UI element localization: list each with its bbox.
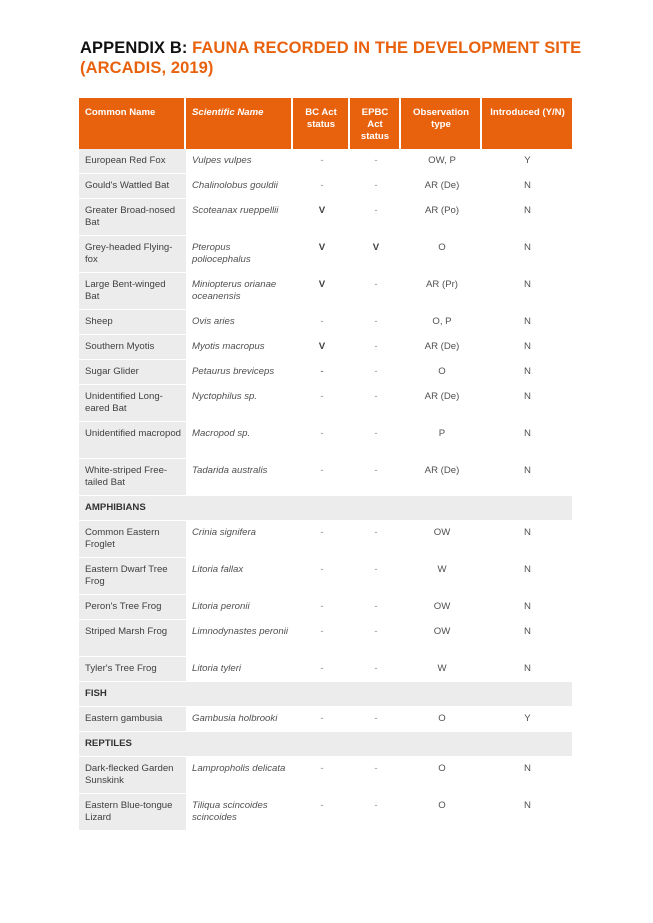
cell-scientific-name: Nyctophilus sp.	[186, 385, 293, 422]
cell-epbc-status: -	[350, 707, 401, 732]
cell-observation-type: OW	[401, 620, 482, 657]
cell-epbc-status: -	[350, 335, 401, 360]
cell-bc-status: V	[293, 335, 350, 360]
cell-epbc-status: -	[350, 794, 401, 831]
cell-scientific-name: Tiliqua scincoides scincoides	[186, 794, 293, 831]
cell-bc-status: -	[293, 757, 350, 794]
cell-common-name: Sheep	[79, 310, 186, 335]
cell-observation-type: O	[401, 757, 482, 794]
cell-scientific-name: Macropod sp.	[186, 422, 293, 459]
cell-bc-status: -	[293, 707, 350, 732]
table-row	[79, 149, 572, 174]
cell-scientific-name: Petaurus breviceps	[186, 360, 293, 385]
table-row	[79, 558, 572, 595]
cell-observation-type: AR (Po)	[401, 199, 482, 236]
cell-observation-type: AR (De)	[401, 459, 482, 496]
cell-introduced: N	[482, 459, 572, 496]
cell-common-name: Unidentified macropod	[79, 422, 186, 459]
cell-observation-type: AR (De)	[401, 335, 482, 360]
cell-epbc-status: -	[350, 620, 401, 657]
cell-bc-status: -	[293, 620, 350, 657]
section-heading: AMPHIBIANS	[79, 496, 572, 521]
cell-scientific-name: Tadarida australis	[186, 459, 293, 496]
cell-scientific-name: Myotis macropus	[186, 335, 293, 360]
cell-scientific-name: Scoteanax rueppellii	[186, 199, 293, 236]
cell-scientific-name: Litoria peronii	[186, 595, 293, 620]
cell-scientific-name: Miniopterus orianae oceanensis	[186, 273, 293, 310]
column-header-epbc-act: EPBC Act status	[350, 98, 401, 149]
cell-observation-type: O, P	[401, 310, 482, 335]
table-row	[79, 360, 572, 385]
cell-bc-status: -	[293, 174, 350, 199]
table-row	[79, 310, 572, 335]
cell-common-name: Grey-headed Flying-fox	[79, 236, 186, 273]
cell-observation-type: AR (De)	[401, 385, 482, 422]
table-body	[79, 149, 572, 831]
section-heading-row	[79, 732, 572, 757]
cell-introduced: N	[482, 310, 572, 335]
cell-introduced: N	[482, 199, 572, 236]
section-heading: FISH	[79, 682, 572, 707]
cell-common-name: Tyler's Tree Frog	[79, 657, 186, 682]
cell-bc-status: V	[293, 199, 350, 236]
table-row	[79, 459, 572, 496]
cell-epbc-status: -	[350, 360, 401, 385]
cell-scientific-name: Lampropholis delicata	[186, 757, 293, 794]
cell-epbc-status: -	[350, 757, 401, 794]
table-row	[79, 794, 572, 831]
page-title	[80, 38, 600, 78]
cell-common-name: White-striped Free-tailed Bat	[79, 459, 186, 496]
cell-introduced: N	[482, 335, 572, 360]
cell-introduced: N	[482, 385, 572, 422]
cell-bc-status: -	[293, 521, 350, 558]
cell-epbc-status: -	[350, 174, 401, 199]
cell-bc-status: -	[293, 595, 350, 620]
cell-common-name: Eastern gambusia	[79, 707, 186, 732]
cell-observation-type: O	[401, 794, 482, 831]
cell-observation-type: P	[401, 422, 482, 459]
cell-common-name: European Red Fox	[79, 149, 186, 174]
cell-epbc-status: -	[350, 595, 401, 620]
cell-scientific-name: Vulpes vulpes	[186, 149, 293, 174]
cell-common-name: Unidentified Long-eared Bat	[79, 385, 186, 422]
cell-common-name: Sugar Glider	[79, 360, 186, 385]
cell-common-name: Dark-flecked Garden Sunskink	[79, 757, 186, 794]
table-row	[79, 595, 572, 620]
cell-bc-status: V	[293, 236, 350, 273]
column-header-introduced: Introduced (Y/N)	[482, 98, 572, 149]
cell-epbc-status: -	[350, 459, 401, 496]
cell-bc-status: V	[293, 273, 350, 310]
cell-bc-status: -	[293, 794, 350, 831]
cell-epbc-status: -	[350, 422, 401, 459]
cell-bc-status: -	[293, 385, 350, 422]
table-row	[79, 273, 572, 310]
title-text: FAUNA RECORDED IN THE DEVELOPMENT SITE (ARCADIS, 2019)	[80, 39, 582, 77]
cell-epbc-status: -	[350, 385, 401, 422]
cell-observation-type: O	[401, 707, 482, 732]
cell-bc-status: -	[293, 360, 350, 385]
section-heading-row	[79, 682, 572, 707]
fauna-table	[79, 98, 572, 831]
table-row	[79, 657, 572, 682]
cell-common-name: Peron's Tree Frog	[79, 595, 186, 620]
cell-epbc-status: -	[350, 310, 401, 335]
cell-introduced: N	[482, 558, 572, 595]
cell-epbc-status: -	[350, 558, 401, 595]
table-row	[79, 335, 572, 360]
cell-observation-type: AR (De)	[401, 174, 482, 199]
cell-scientific-name: Chalinolobus gouldii	[186, 174, 293, 199]
table-row	[79, 521, 572, 558]
cell-observation-type: W	[401, 558, 482, 595]
cell-epbc-status: -	[350, 657, 401, 682]
cell-epbc-status: V	[350, 236, 401, 273]
cell-scientific-name: Litoria tyleri	[186, 657, 293, 682]
cell-observation-type: OW, P	[401, 149, 482, 174]
cell-common-name: Southern Myotis	[79, 335, 186, 360]
cell-introduced: N	[482, 595, 572, 620]
table-row	[79, 385, 572, 422]
table-row	[79, 620, 572, 657]
cell-introduced: Y	[482, 149, 572, 174]
cell-introduced: N	[482, 521, 572, 558]
column-header-observation-type: Observation type	[401, 98, 482, 149]
column-header-common-name: Common Name	[79, 98, 186, 149]
table-header-row	[79, 98, 572, 149]
cell-bc-status: -	[293, 657, 350, 682]
cell-introduced: N	[482, 620, 572, 657]
cell-common-name: Striped Marsh Frog	[79, 620, 186, 657]
cell-common-name: Eastern Blue-tongue Lizard	[79, 794, 186, 831]
table-row	[79, 422, 572, 459]
table-row	[79, 757, 572, 794]
cell-bc-status: -	[293, 149, 350, 174]
cell-introduced: N	[482, 273, 572, 310]
cell-observation-type: O	[401, 236, 482, 273]
cell-observation-type: OW	[401, 521, 482, 558]
cell-introduced: Y	[482, 707, 572, 732]
cell-scientific-name: Crinia signifera	[186, 521, 293, 558]
cell-observation-type: W	[401, 657, 482, 682]
cell-common-name: Greater Broad-nosed Bat	[79, 199, 186, 236]
cell-introduced: N	[482, 236, 572, 273]
cell-common-name: Large Bent-winged Bat	[79, 273, 186, 310]
cell-bc-status: -	[293, 422, 350, 459]
cell-scientific-name: Litoria fallax	[186, 558, 293, 595]
section-heading: REPTILES	[79, 732, 572, 757]
cell-introduced: N	[482, 174, 572, 199]
cell-scientific-name: Gambusia holbrooki	[186, 707, 293, 732]
cell-scientific-name: Limnodynastes peronii	[186, 620, 293, 657]
section-heading-row	[79, 496, 572, 521]
cell-observation-type: AR (Pr)	[401, 273, 482, 310]
table-row	[79, 174, 572, 199]
cell-introduced: N	[482, 794, 572, 831]
table-row	[79, 707, 572, 732]
cell-observation-type: O	[401, 360, 482, 385]
cell-bc-status: -	[293, 310, 350, 335]
cell-scientific-name: Ovis aries	[186, 310, 293, 335]
cell-observation-type: OW	[401, 595, 482, 620]
cell-introduced: N	[482, 757, 572, 794]
cell-bc-status: -	[293, 558, 350, 595]
cell-common-name: Eastern Dwarf Tree Frog	[79, 558, 186, 595]
cell-introduced: N	[482, 422, 572, 459]
cell-bc-status: -	[293, 459, 350, 496]
cell-epbc-status: -	[350, 149, 401, 174]
cell-introduced: N	[482, 360, 572, 385]
title-prefix: APPENDIX B:	[80, 39, 193, 57]
column-header-scientific-name: Scientific Name	[186, 98, 293, 149]
cell-epbc-status: -	[350, 199, 401, 236]
table-row	[79, 199, 572, 236]
cell-common-name: Gould's Wattled Bat	[79, 174, 186, 199]
column-header-bc-act: BC Act status	[293, 98, 350, 149]
cell-introduced: N	[482, 657, 572, 682]
cell-epbc-status: -	[350, 521, 401, 558]
cell-common-name: Common Eastern Froglet	[79, 521, 186, 558]
cell-epbc-status: -	[350, 273, 401, 310]
table-row	[79, 236, 572, 273]
cell-scientific-name: Pteropus poliocephalus	[186, 236, 293, 273]
